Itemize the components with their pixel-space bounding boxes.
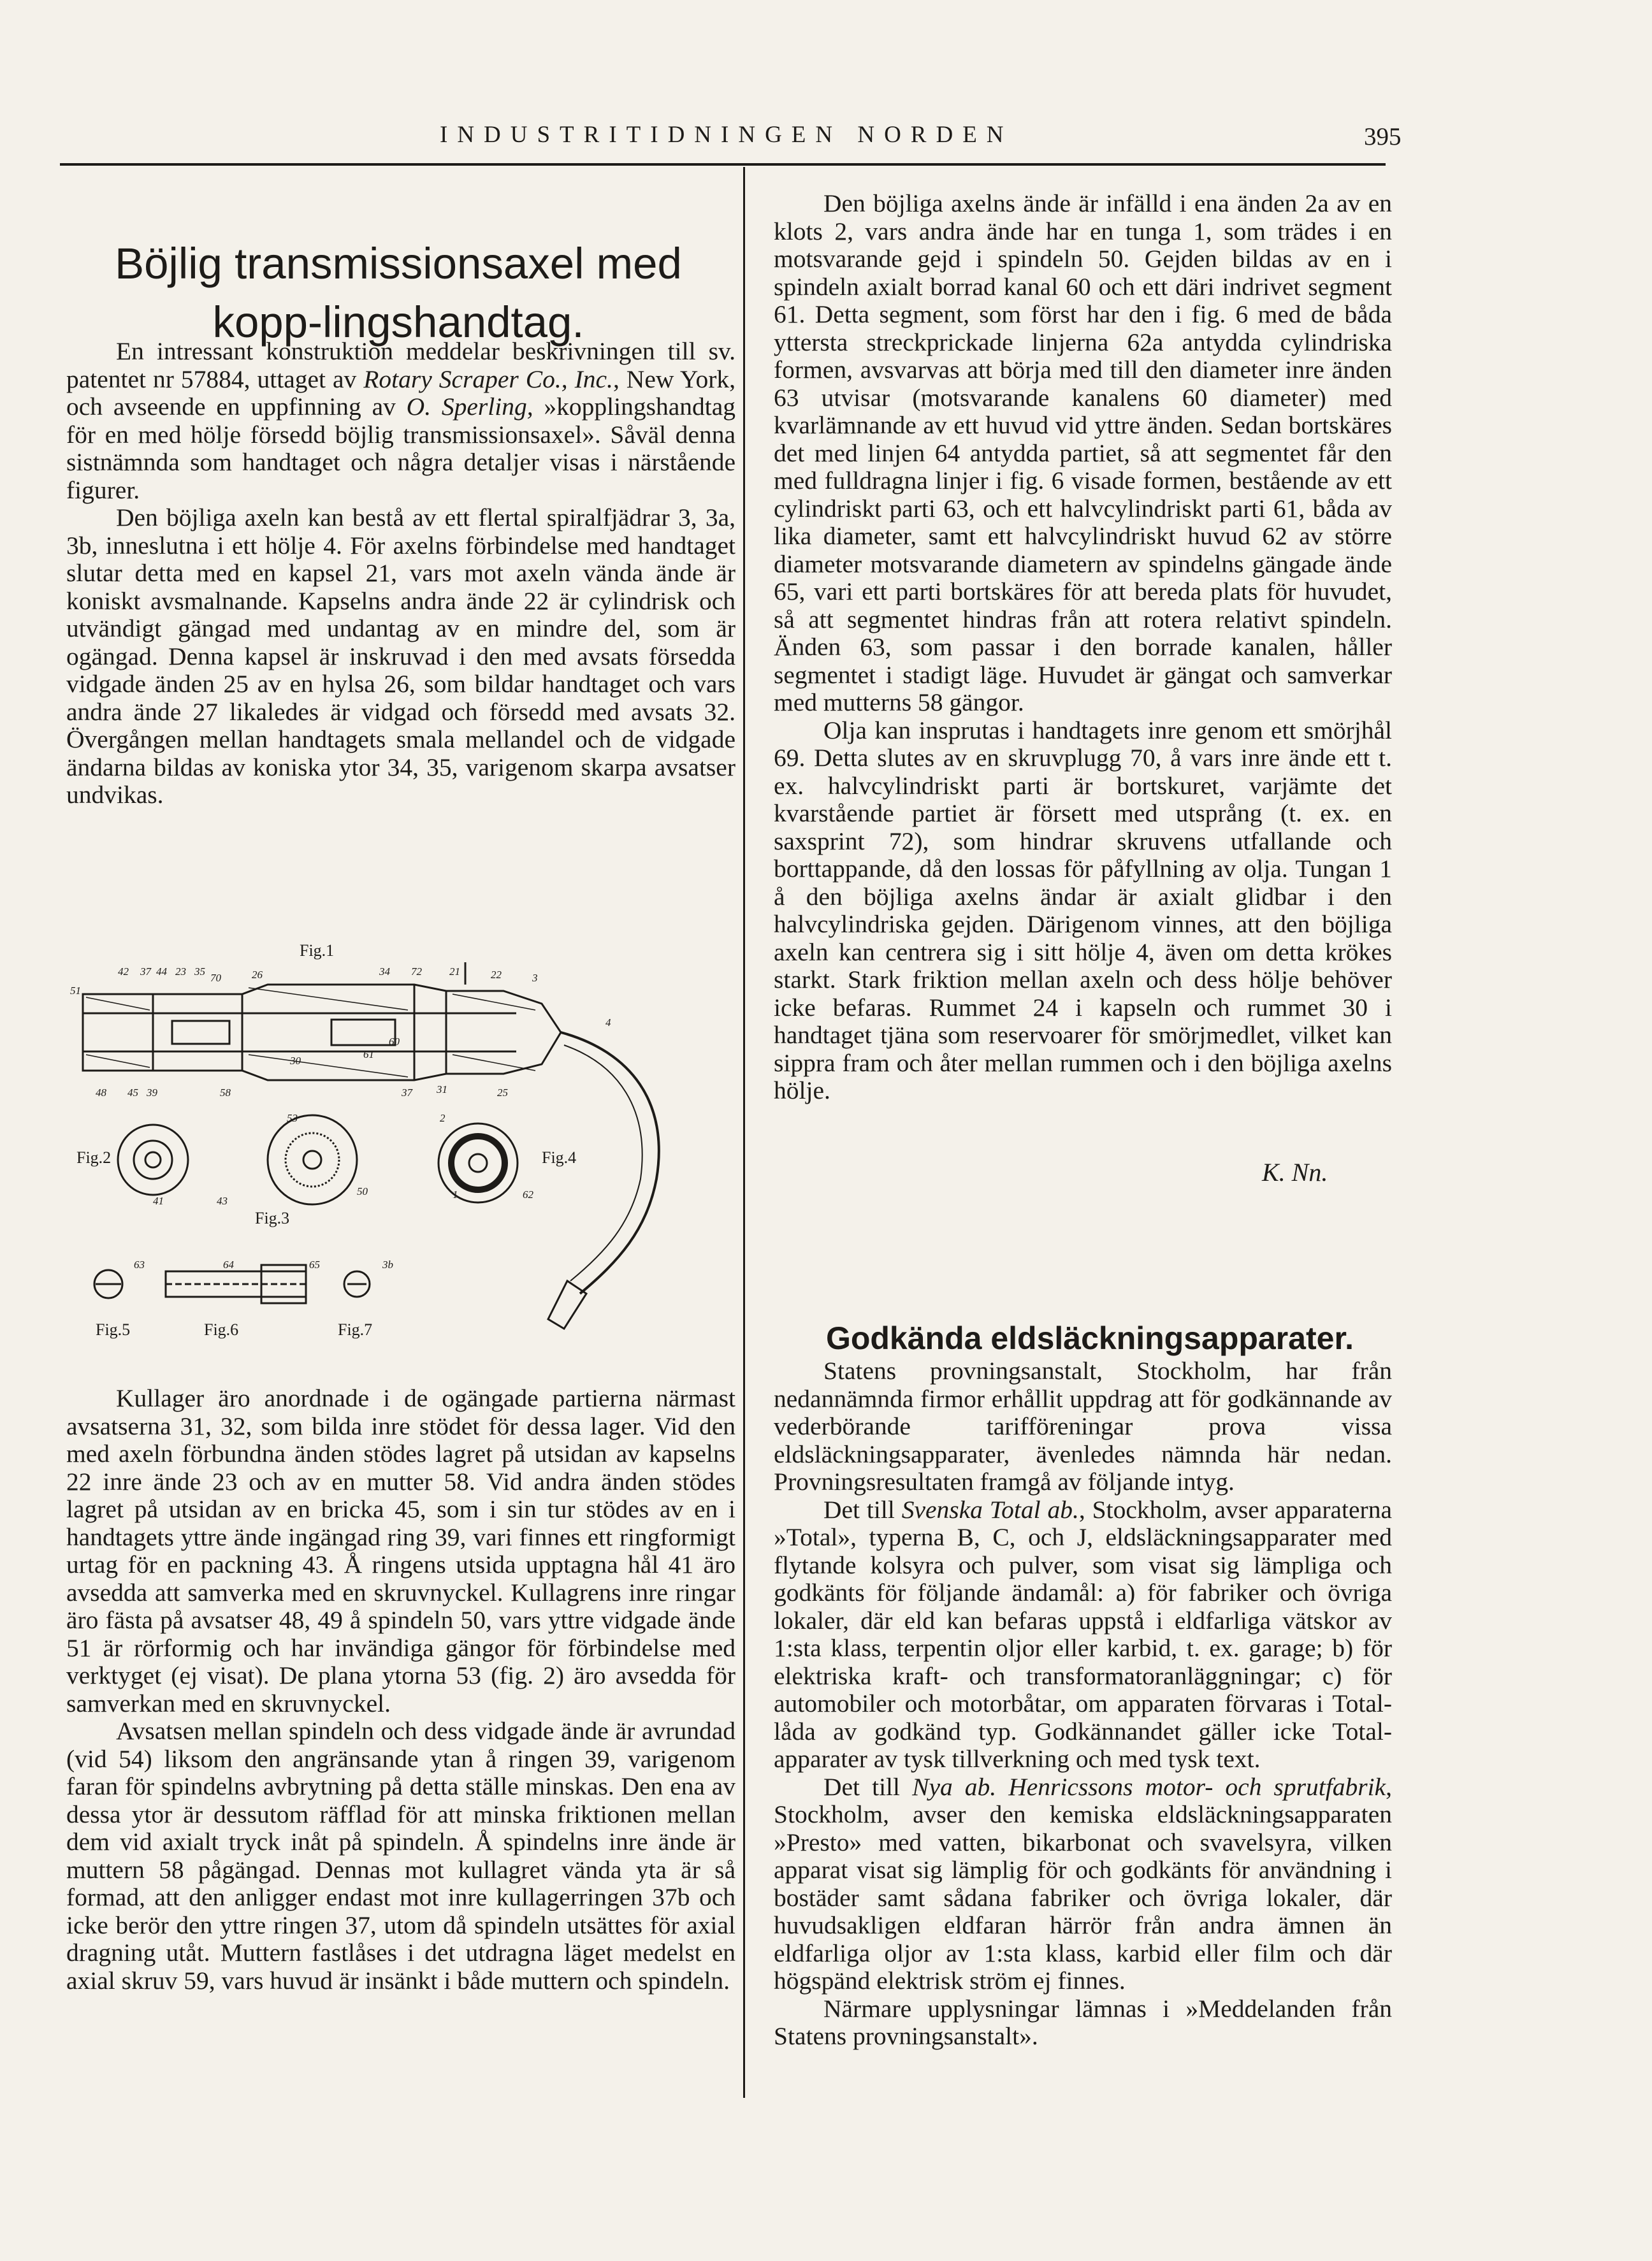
- part-number-label: 45: [127, 1087, 138, 1099]
- part-number-label: 25: [497, 1087, 508, 1099]
- fig-label-6: Fig.6: [204, 1320, 239, 1339]
- fig-label-7: Fig.7: [338, 1320, 373, 1339]
- part-number-label: 4: [605, 1016, 611, 1029]
- header-rule: [60, 163, 1386, 166]
- part-number-label: 53: [287, 1112, 298, 1124]
- part-number-label: 26: [252, 969, 263, 981]
- fig3-end-view: [268, 1115, 357, 1204]
- part-number-label: 70: [210, 972, 221, 984]
- part-number-label: 48: [96, 1087, 106, 1099]
- fig-label-3: Fig.3: [255, 1209, 290, 1227]
- part-number-label: 63: [134, 1259, 145, 1271]
- part-number-label: 42: [118, 965, 129, 978]
- part-number-label: 58: [220, 1087, 231, 1099]
- part-number-label: 21: [449, 965, 460, 978]
- approval-paragraph-2: Det till Svenska Total ab., Stockholm, avser apparaterna »Total», typerna B, C, och J, eldsläckningsapparater med flytande kolsyra och pulver, som visat sig lämpliga och godkänts för följande ändamål: a) för fabriker och övriga lokaler, där eld kan befaras uppstå i eldfarliga vätskor av 1:sta klass, terpentin oljor eller karbid, t. ex. garage; b) för elektriska kraft- och transformatoranläggningar; c) för automobiler och motorbåtar, om apparaten förvaras i Total-låda av godkänd typ. Godkännandet gäller icke Total-apparater av tysk tillverkning och med tysk text.: [774, 1495, 1392, 1773]
- patent-figure: [57, 937, 739, 1351]
- part-number-label: 51: [70, 985, 81, 997]
- part-number-label: 72: [411, 965, 422, 978]
- part-number-label: 64: [223, 1259, 234, 1271]
- part-number-label: 2: [440, 1112, 446, 1124]
- part-number-label: 31: [437, 1083, 447, 1095]
- part-number-label: 37: [140, 965, 151, 978]
- part-number-label: 23: [175, 965, 186, 978]
- column-divider: [743, 167, 745, 2098]
- approval-paragraph-4: Närmare upplysningar lämnas i »Meddelanden från Statens provningsanstalt».: [774, 1994, 1392, 2050]
- author-signature: K. Nn.: [1262, 1158, 1328, 1187]
- approval-paragraph-1: Statens provningsanstalt, Stockholm, har från nedannämnda firmor erhållit uppdrag att för godkännande av vederbörande tarifföreningar prova vissa eldsläckningsapparater, ävenledes nämnda här nedan. Provningsresultaten framgå av följande intyg.: [774, 1357, 1392, 1496]
- fig-label-5: Fig.5: [96, 1320, 131, 1339]
- article-paragraph-1: En intressant konstruktion meddelar beskrivningen till sv. patentet nr 57884, uttaget av Rotary Scraper Co., Inc., New York, och avseende en uppfinning av O. Sperling, »kopplingshandtag för en med hölje försedd böjlig transmissionsaxel». Såväl denna sistnämnda som handtaget och några detaljer visas i närstående figurer.: [66, 337, 735, 504]
- part-number-label: 61: [363, 1048, 374, 1060]
- approval-paragraph-3: Det till Nya ab. Henricssons motor- och sprutfabrik, Stockholm, avser den kemiska eldsläckningsapparaten »Presto» med vatten, bikarbonat och svavelsyra, vilken apparat visat sig lämplig för och godkänts för användning i bostäder samt sådana fabriker och övriga lokaler, där huvudsakligen eldfaran härrör från andra ämnen än eldfarliga oljor av 1:sta klass, karbid eller film och där högspänd elektrisk ström ej finnes.: [774, 1772, 1392, 1995]
- fig2-end-view: [118, 1125, 188, 1195]
- left-column-bottom: [66, 1385, 735, 1995]
- part-number-label: 30: [290, 1055, 301, 1067]
- fig-label-4: Fig.4: [542, 1148, 577, 1167]
- article-paragraph-2: Den böjliga axeln kan bestå av ett flertal spiralfjädrar 3, 3a, 3b, inneslutna i ett hölje 4. För axelns förbindelse med handtaget slutar detta med en kapsel 21, vars mot axeln vända ände är koniskt avsmalnande. Kapselns andra ände 22 är cylindrisk och utvändigt gängad med undantag av en mindre del, som är ogängad. Denna kapsel är inskruvad i den med avsats försedda vidgade änden 25 av en hylsa 26, som bildar handtaget och vars andra ände 27 likaledes är vidgad och försedd med avsats 32. Övergången mellan handtagets smala mellandel och de vidgade ändarna bildas av koniska ytor 34, 35, varigenom skarpa avsatser undvikas.: [66, 503, 735, 809]
- part-number-label: 22: [491, 969, 502, 981]
- fig-label-2: Fig.2: [76, 1148, 112, 1167]
- page-number: 395: [1364, 123, 1402, 150]
- part-number-label: 43: [217, 1195, 228, 1207]
- fig1-housing: [83, 985, 561, 1080]
- part-number-label: 62: [523, 1188, 533, 1201]
- section-title: Godkända eldsläckningsapparater.: [825, 1320, 1354, 1356]
- article-title: Böjlig transmissionsaxel med kopp-lingshandtag.: [115, 239, 682, 347]
- part-number-label: 60: [389, 1036, 400, 1048]
- fig-label-1: Fig.1: [300, 941, 335, 960]
- part-number-label: 3: [532, 972, 538, 984]
- article-paragraph-4: Avsatsen mellan spindeln och dess vidgade ände är avrundad (vid 54) liksom den angränsande ytan å ringen 39, varigenom faran för spindelns avbrytning på detta ställe minskas. Den ena av dessa ytor är dessutom räfflad för att minska friktionen mellan dem vid axialt tryck inåt på spindeln. Å spindelns inre ände är muttern 58 pågängad. Dennas mot kullagret vända yta är så formad, att den anligger endast mot inre kullagerringen 37b och icke berör den yttre ringen 37, utom då spindeln utsättes för axial dragning utåt. Muttern fastlåses i det utdragna läget medelst en axial skruv 59, vars huvud är insänkt i både muttern och spindeln.: [66, 1717, 735, 1995]
- article-paragraph-6: Olja kan insprutas i handtagets inre genom ett smörjhål 69. Detta slutes av en skruvplugg 70, å vars inre ände ett t. ex. halvcylindriskt parti är bortskuret, varjämte det kvarstående partiet är försett med utsprång (t. ex. en saxsprint 72), som hindrar skruvens utfallande och borttappande, då den lossas för påfyllning av olja. Tungan 1 å den böjliga axelns ändar är axialt glidbar i den halvcylindriska gejden. Därigenom vinnes, att den böjliga axeln kan centrera sig i sitt hölje 4, även om detta krökes starkt. Stark friktion mellan axeln och dess hölje behöver icke befaras. Rummet 24 i kapseln och rummet 30 i handtaget tjäna som reservoarer för smörjmedlet, vilket kan sippra fram och åter mellan rummen och i den böjliga axelns hölje.: [774, 716, 1392, 1104]
- part-number-label: 1: [453, 1188, 458, 1201]
- part-number-label: 39: [147, 1087, 157, 1099]
- part-number-label: 34: [379, 965, 390, 978]
- figure-part-numbers: [70, 965, 611, 1271]
- right-column-top: [774, 190, 1392, 1105]
- article-paragraph-5: Den böjliga axelns ände är infälld i ena änden 2a av en klots 2, vars andra ände har en tunga 1, som trädes i en motsvarande gejd i spindeln 50. Gejden bildas av en i spindeln axialt borrad kanal 60 och ett däri indrivet segment 61. Detta segment, som först har den i fig. 6 med de båda yttersta streckprickade linjerna 62a antydda cylindriska formen, avsvarvas att börja med till den diameter inre änden 63 utvisar (motsvarande kanalens 60 diameter) med kvarlämnande av ett huvud vid yttre änden. Sedan bortskäres det med linjen 64 antydda partiet, så att segmentet får den med fulldragna linjer i fig. 6 visade formen, bestående av ett cylindriskt parti 63, och ett halvcylindriskt parti 61, båda av lika diameter, samt ett halvcylindriskt huvud 62 av större diameter motsvarande diametern av spindelns gängade ände 65, vari ett parti bortskäres för att bereda plats för huvudet, så att segmentet hindras från att rotera relativt spindeln. Änden 63, som passar i den borrade kanalen, håller segmentet i stadigt läge. Huvudet är gängat och samverkar med mutterns 58 gängor.: [774, 189, 1392, 716]
- left-column-top: [66, 338, 735, 809]
- part-number-label: 41: [153, 1195, 164, 1207]
- part-number-label: 65: [309, 1259, 320, 1271]
- running-title: INDUSTRITIDNINGEN NORDEN: [440, 122, 1013, 148]
- part-number-label: 44: [156, 965, 167, 978]
- part-number-label: 35: [194, 965, 205, 978]
- part-number-label: 3b: [382, 1259, 393, 1271]
- article-paragraph-3: Kullager äro anordnade i de ogängade partierna närmast avsatserna 31, 32, som bilda inre stödet för dessa lager. Vid den med axeln förbundna änden stödes lagret på utsidan av kapselns 22 inre ände 23 och av en mutter 58. Vid andra änden stödes lagret på utsidan av en bricka 45, som i sin tur stödes av en i handtagets yttre ände ingängad ring 39, vari finnes ett ringformigt urtag för en packning 43. Å ringens utsida upptagna hål 41 äro avsedda att samverka med en skruvnyckel. Kullagrens inre ringar äro fästa på avsatser 48, 49 å spindeln 50, vars yttre vidgade ände 51 är rörformig och har invändiga gängor för förbindelse med verktyget (ej visat). De plana ytorna 53 (fig. 2) äro avsedda för samverkan med en skruvnyckel.: [66, 1384, 735, 1717]
- part-number-label: 50: [357, 1185, 368, 1197]
- right-column-bottom: [774, 1357, 1392, 2051]
- part-number-label: 37: [402, 1087, 412, 1099]
